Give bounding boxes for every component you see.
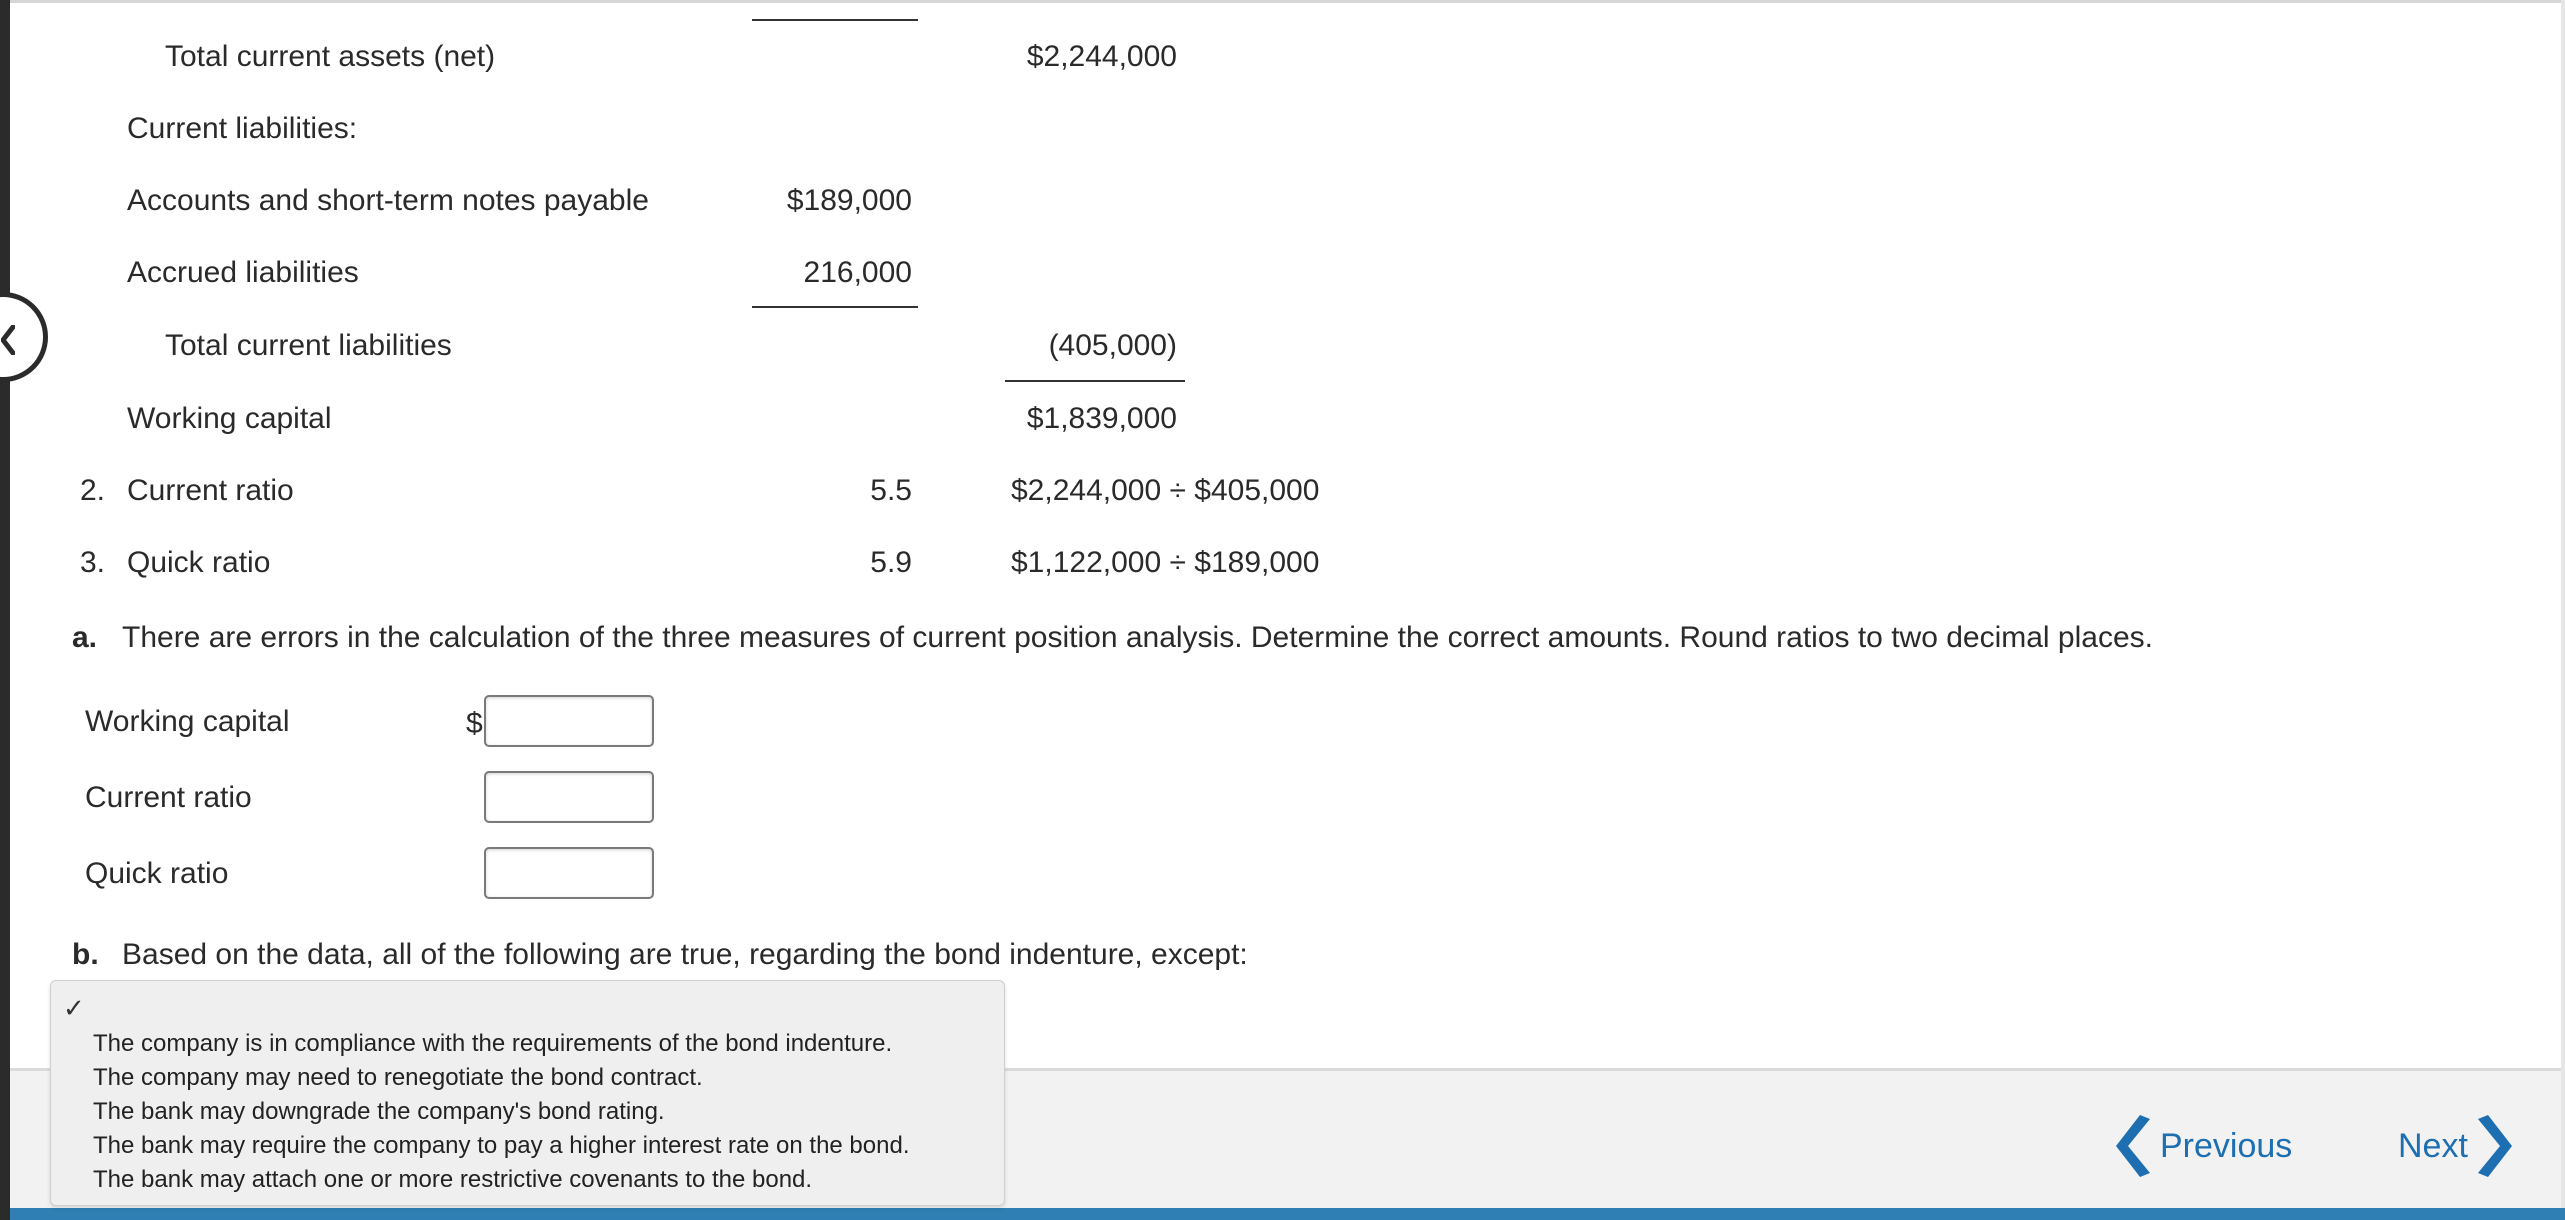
accrued-liabilities-value: 216,000 — [803, 256, 912, 289]
top-divider — [10, 0, 2565, 3]
current-ratio-input[interactable] — [484, 771, 654, 823]
part-a-marker: a. — [72, 621, 98, 654]
quick-ratio-input[interactable] — [484, 847, 654, 899]
column-rule-top — [752, 19, 918, 21]
right-edge — [2561, 0, 2565, 1220]
quick-ratio-formula: $1,122,000 ÷ $189,000 — [1011, 546, 1320, 579]
answer-label-current-ratio: Current ratio — [85, 781, 252, 814]
quick-ratio-value: 5.9 — [870, 546, 912, 579]
dollar-sign: $ — [466, 707, 483, 740]
previous-button[interactable] — [2112, 1110, 2292, 1182]
next-label: Next — [2398, 1126, 2468, 1165]
ratio-number: 2. — [80, 474, 106, 507]
total-current-assets-label: Total current assets (net) — [165, 40, 496, 73]
chevron-left-icon — [2112, 1115, 2150, 1177]
current-ratio-label: Current ratio — [127, 474, 294, 507]
ratio-number: 3. — [80, 546, 106, 579]
next-button[interactable] — [2398, 1110, 2516, 1182]
collapse-panel-button[interactable] — [0, 292, 48, 382]
accounts-payable-value: $189,000 — [786, 184, 912, 217]
dropdown-option[interactable]: The bank may require the company to pay a higher interest rate on the bond. — [93, 1132, 910, 1159]
working-capital-value: $1,839,000 — [1026, 402, 1177, 435]
accrued-liabilities-label: Accrued liabilities — [127, 256, 359, 289]
working-capital-input[interactable] — [484, 695, 654, 747]
total-current-liabilities-value: (405,000) — [1048, 329, 1177, 362]
quick-ratio-label: Quick ratio — [127, 546, 271, 579]
liabilities-subtotal-rule — [752, 306, 918, 308]
answer-label-working-capital: Working capital — [85, 705, 290, 738]
working-capital-rule — [1005, 380, 1185, 382]
dropdown-option[interactable]: The company may need to renegotiate the bond contract. — [93, 1064, 703, 1091]
total-current-assets-value: $2,244,000 — [1026, 40, 1177, 73]
total-current-liabilities-label: Total current liabilities — [165, 329, 452, 362]
dropdown-options — [93, 1027, 910, 1197]
current-ratio-value: 5.5 — [870, 474, 912, 507]
left-rail — [0, 0, 10, 1220]
current-liabilities-heading: Current liabilities: — [127, 112, 358, 145]
dropdown-option[interactable]: The bank may downgrade the company's bond rating. — [93, 1098, 665, 1125]
part-b-question: Based on the data, all of the following are true, regarding the bond indenture, except: — [122, 938, 1248, 971]
current-ratio-formula: $2,244,000 ÷ $405,000 — [1011, 474, 1320, 507]
checkmark-icon: ✓ — [63, 993, 85, 1023]
bottom-accent-bar — [10, 1208, 2565, 1220]
working-capital-label: Working capital — [127, 402, 332, 435]
previous-label: Previous — [2160, 1126, 2293, 1165]
chevron-left-icon — [1, 325, 15, 355]
part-b-marker: b. — [72, 938, 99, 971]
answer-dropdown[interactable] — [50, 980, 1005, 1206]
chevron-right-icon — [2478, 1115, 2516, 1177]
part-a-instruction: There are errors in the calculation of the three measures of current position analysis. Determine the correct amounts. Round ratios to two decimal places. — [122, 621, 2153, 654]
dropdown-option[interactable]: The bank may attach one or more restrictive covenants to the bond. — [93, 1166, 813, 1193]
accounts-payable-label: Accounts and short-term notes payable — [127, 184, 649, 217]
answer-label-quick-ratio: Quick ratio — [85, 857, 229, 890]
dropdown-option[interactable]: The company is in compliance with the requirements of the bond indenture. — [93, 1030, 893, 1057]
